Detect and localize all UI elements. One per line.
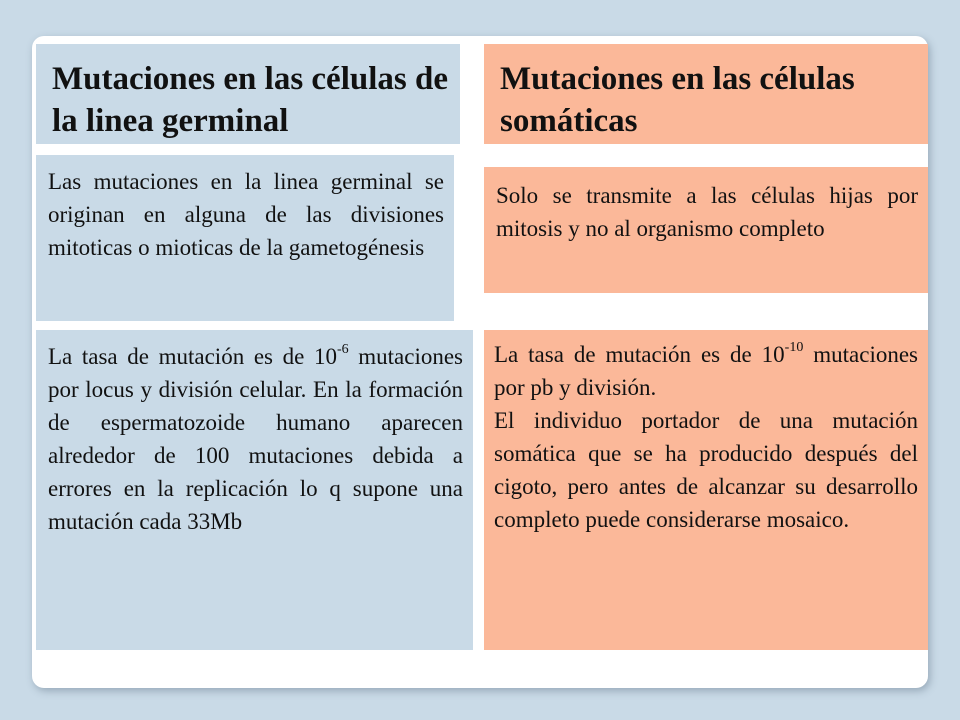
germinal-rate-box: [36, 330, 473, 650]
somatic-rate-text: [494, 338, 918, 404]
somatic-rate-exponent: -10: [784, 340, 804, 356]
somatic-transmission-text: Solo se transmite a las células hijas por mitosis y no al organismo completo: [496, 183, 918, 241]
somatic-rate-box: [484, 330, 928, 650]
somatic-transmission-box: [484, 167, 928, 293]
germinal-title: Mutaciones en las células de la linea germinal: [36, 44, 460, 144]
germinal-rate-suffix: mutaciones por locus y división celular. En la formación de espermatozoide humano aparecen alrededor de 100 mutaciones debida a errores en la replicación lo q supone una mutación cada 33Mb: [48, 344, 463, 534]
somatic-mosaic-text: El individuo portador de una mutación somática que se ha producido después del cigoto, pero antes de alcanzar su desarrollo completo puede considerarse mosaico.: [494, 408, 918, 532]
germinal-rate-text: [48, 340, 463, 538]
somatic-rate-suffix: mutaciones por pb y división.: [494, 342, 919, 400]
germinal-rate-prefix: La tasa de mutación es de 10: [48, 344, 337, 369]
somatic-rate-prefix: La tasa de mutación es de 10: [494, 342, 785, 367]
germinal-origin-text: Las mutaciones en la linea germinal se originan en alguna de las divisiones mitoticas o mioticas de la gametogénesis: [48, 169, 444, 260]
germinal-origin-box: [36, 155, 454, 321]
germinal-rate-exponent: -6: [336, 342, 349, 358]
somatic-title: Mutaciones en las células somáticas: [484, 44, 928, 144]
